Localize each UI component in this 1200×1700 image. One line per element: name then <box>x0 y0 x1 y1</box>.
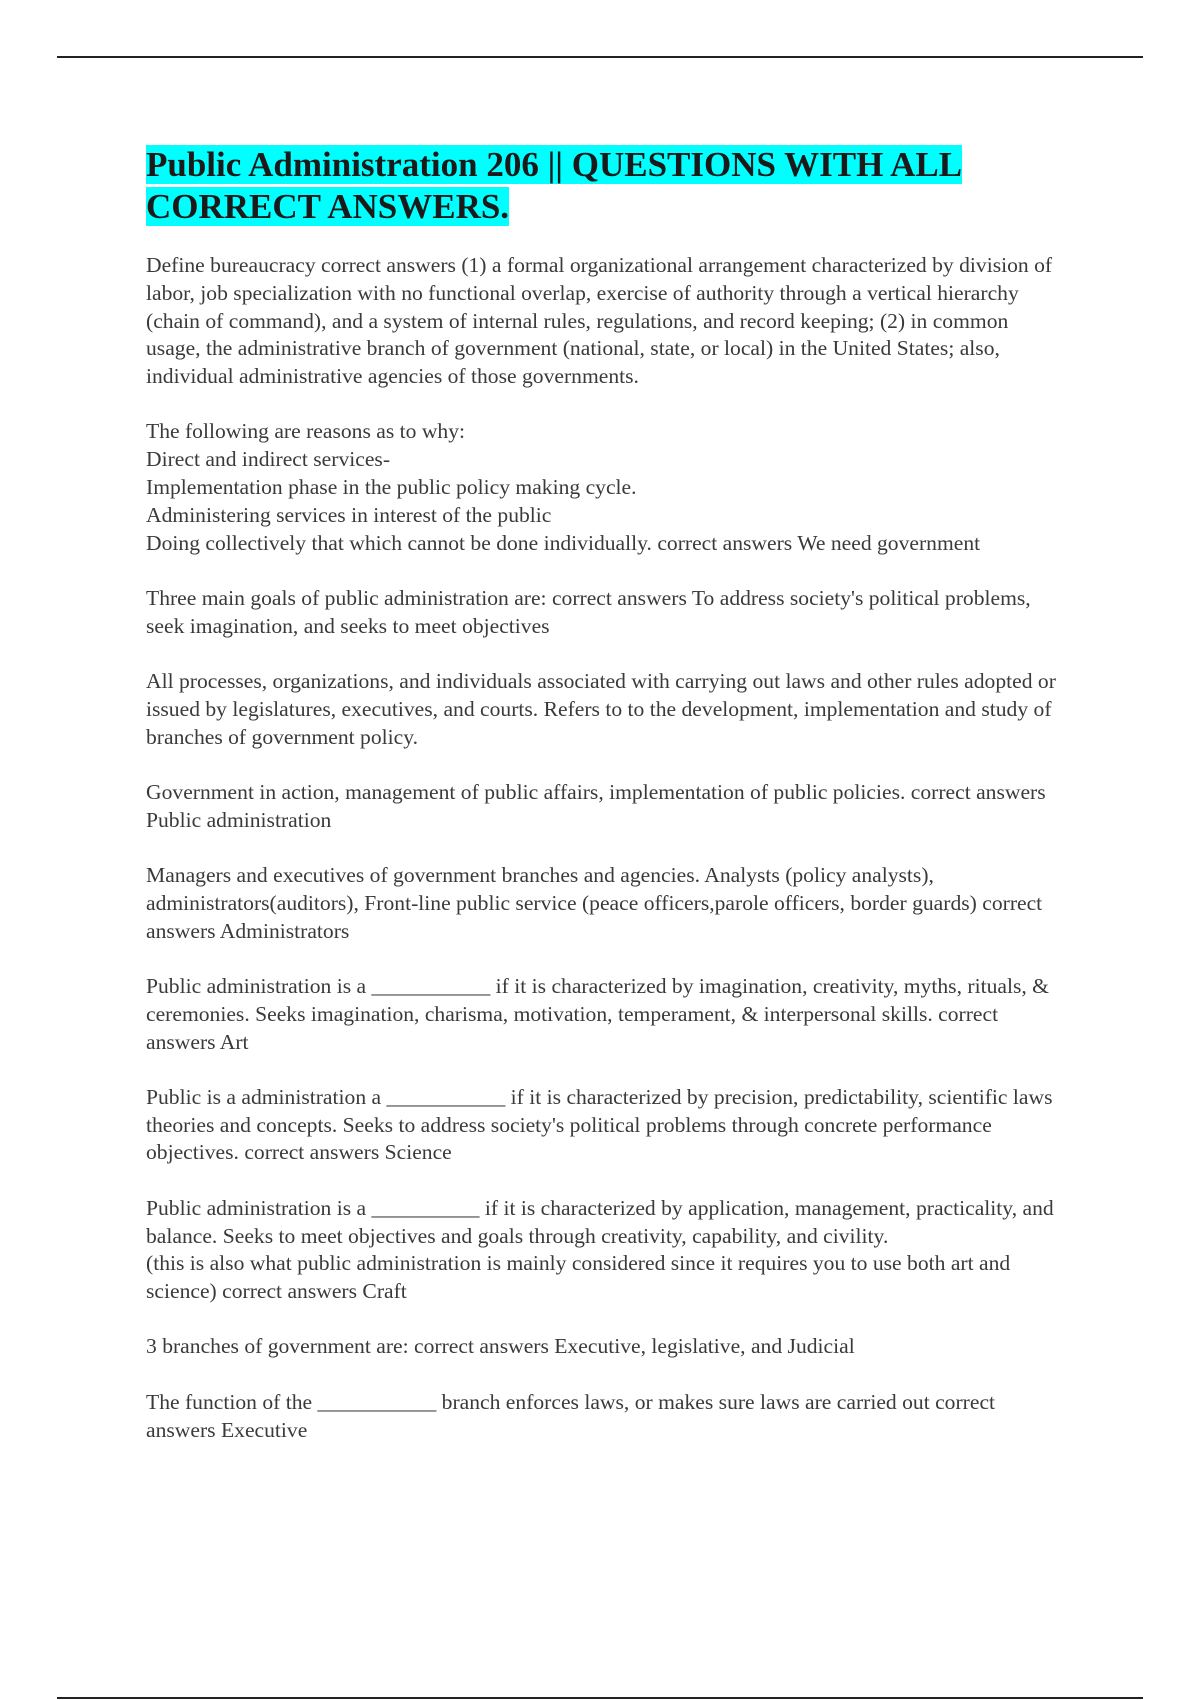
qa-text: 3 branches of government are: correct answers Executive, legislative, and Judicial <box>146 1334 855 1359</box>
qa-entry-three-goals <box>146 585 1066 641</box>
qa-text: Public administration is a ___________ if it is characterized by imagination, creativity, myths, rituals, & ceremonies. Seeks imagination, charisma, motivation, temperament, & interpersonal skills. correct answers Art <box>146 973 1049 1054</box>
footer-rule <box>57 1697 1143 1699</box>
qa-text: Implementation phase in the public policy making cycle. <box>146 475 637 500</box>
qa-text: All processes, organizations, and individuals associated with carrying out laws and other rules adopted or issued by legislatures, executives, and courts. Refers to to the development, implementation and study of branches of government policy. <box>146 669 1056 749</box>
qa-entry-art <box>146 973 1066 1056</box>
qa-text: The function of the ___________ branch enforces laws, or makes sure laws are carried out correct answers Executive <box>146 1389 996 1442</box>
qa-text: Define bureaucracy correct answers (1) a formal organizational arrangement characterized by division of labor, job specialization with no functional overlap, exercise of authority through a vertical hierarchy (chain of command), and a system of internal rules, regulations, and record keeping; (2) in common usage, the administrative branch of government (national, state, or local) in the United States; also, individual administrative agencies of those governments. <box>146 253 1053 389</box>
qa-text: Administering services in interest of the public <box>146 502 552 527</box>
header-rule <box>57 56 1143 58</box>
qa-text: Doing collectively that which cannot be done individually. correct answers We need government <box>146 530 981 555</box>
qa-text: Public administration is a __________ if it is characterized by application, management, practicality, and balance. Seeks to meet objectives and goals through creativity, capability, and civility. <box>146 1195 1054 1248</box>
qa-entry-science <box>146 1084 1066 1167</box>
qa-text: (this is also what public administration is mainly considered since it requires you to use both art and science) correct answers Craft <box>146 1251 1011 1304</box>
qa-text: Government in action, management of public affairs, implementation of public policies. correct answers Public administration <box>146 779 1046 832</box>
qa-entry-why-government <box>146 418 1066 557</box>
qa-entry-administrators <box>146 862 1066 945</box>
qa-entry-craft <box>146 1195 1066 1306</box>
qa-text: Direct and indirect services- <box>146 447 391 472</box>
qa-text: Three main goals of public administration are: correct answers To address society's political problems, seek imagination, and seeks to meet objectives <box>146 585 1031 638</box>
qa-entry-executive <box>146 1389 1066 1445</box>
qa-entry-three-branches <box>146 1333 1066 1361</box>
document-body <box>146 144 1066 1472</box>
qa-text: Managers and executives of government branches and agencies. Analysts (policy analysts), administrators(auditors), Front-line public service (peace officers,parole officers, border guards) correct answers Administrators <box>146 863 1043 943</box>
qa-entry-processes <box>146 668 1066 751</box>
qa-text: Public is a administration a ___________ if it is characterized by precision, predictability, scientific laws theories and concepts. Seeks to address society's political problems through concrete performance objectives. correct answers Science <box>146 1084 1053 1165</box>
document-title <box>146 144 1066 228</box>
qa-entry-government-in-action <box>146 779 1066 835</box>
qa-entry-bureaucracy <box>146 252 1066 391</box>
qa-text: The following are reasons as to why: <box>146 419 466 444</box>
document-title-text: Public Administration 206 || QUESTIONS WITH ALL CORRECT ANSWERS. <box>146 145 963 226</box>
